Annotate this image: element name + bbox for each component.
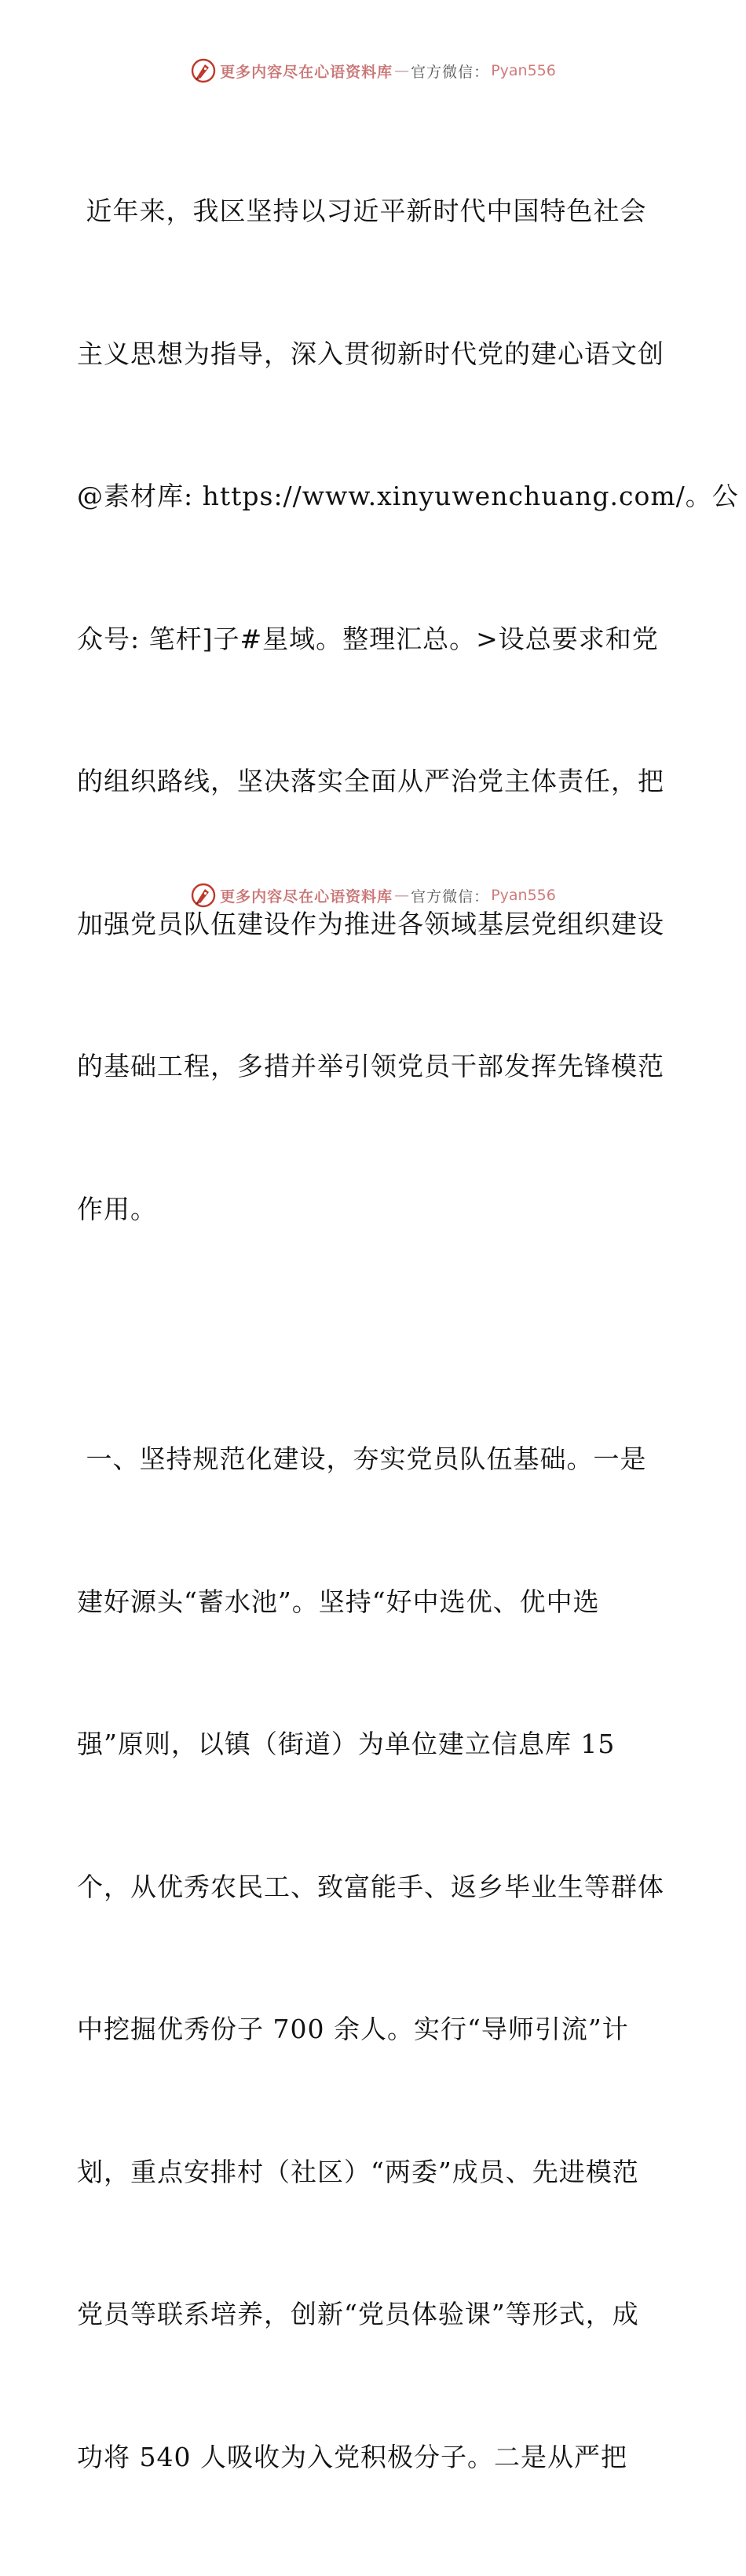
banner-wechat-label: 官方微信： [411, 63, 490, 81]
text-line: 近年来，我区坚持以习近平新时代中国特色社会 [77, 196, 647, 226]
pen-nib-icon [190, 57, 217, 84]
banner-brand: 更多内容尽在心语资料库 [220, 63, 393, 81]
text-line: 加强党员队伍建设作为推进各领域基层党组织建设 [77, 908, 664, 939]
text-line: 作用。 [77, 1193, 157, 1224]
text-line: 的基础工程，多措并举引领党员干部发挥先锋模范 [77, 1051, 664, 1081]
banner-dash: — [394, 887, 410, 904]
text-line: 划，重点安排村（社区）“两委”成员、先进模范 [77, 2156, 639, 2187]
banner-brand: 更多内容尽在心语资料库 [220, 887, 393, 906]
paragraph [77, 1341, 674, 2576]
text-line: 一、坚持规范化建设，夯实党员队伍基础。一是 [77, 1444, 647, 1474]
pen-nib-icon [190, 882, 217, 909]
text-line: 个，从优秀农民工、致富能手、返乡毕业生等群体 [77, 1871, 664, 1902]
text-line: 中挖掘优秀份子 700 余人。实行“导师引流”计 [77, 2014, 629, 2044]
banner-wechat-label: 官方微信： [411, 887, 490, 906]
text-line: 建好源头“蓄水池”。坚持“好中选优、优中选 [77, 1586, 600, 1617]
banner-dash: — [394, 62, 410, 79]
text-line: 功将 540 人吸收为入党积极分子。二是从严把 [77, 2441, 627, 2472]
text-line: 强”原则，以镇（街道）为单位建立信息库 15 [77, 1729, 616, 1759]
paragraph [77, 93, 739, 1328]
text-line: 主义思想为指导，深入贯彻新时代党的建心语文创 [77, 338, 664, 369]
banner-account: Pyan556 [491, 62, 556, 79]
header-banner [0, 55, 746, 86]
text-line: 党员等联系培养，创新“党员体验课”等形式，成 [77, 2299, 639, 2329]
footer-banner [0, 880, 746, 911]
text-line: 的组织路线，坚决落实全面从严治党主体责任，把 [77, 766, 664, 796]
text-line: @素材库: https://www.xinyuwenchuang.com/。公 [77, 481, 739, 511]
document-body [77, 93, 739, 2576]
banner-account: Pyan556 [491, 887, 556, 904]
text-line: 众号: 笔杆]子#星域。整理汇总。>设总要求和党 [77, 623, 659, 654]
